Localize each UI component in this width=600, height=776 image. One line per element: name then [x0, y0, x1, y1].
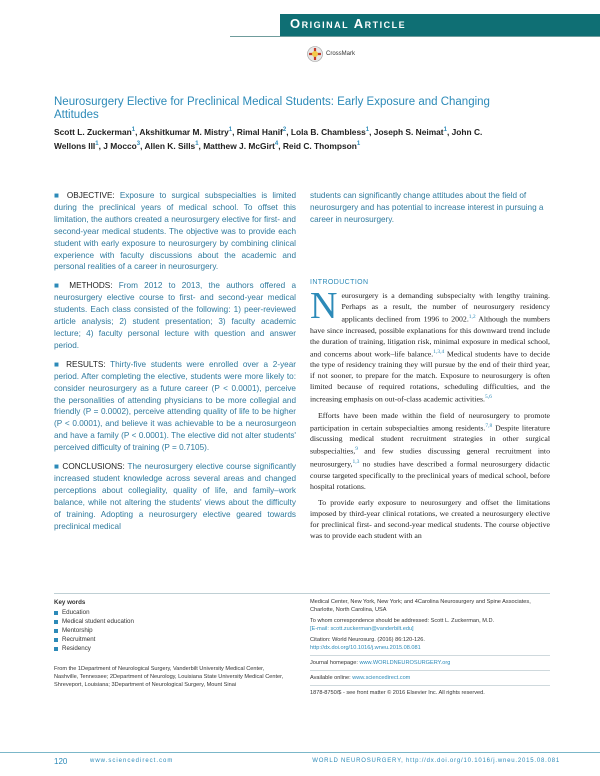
square-bullet-icon [54, 611, 58, 615]
footer-journal: WORLD NEUROSURGERY, http://dx.doi.org/10.1016/j.wneu.2015.08.081 [312, 758, 560, 764]
intro-paragraph [310, 285, 551, 405]
abstract [54, 190, 296, 539]
footnotes [310, 598, 550, 697]
author-name[interactable]: Matthew J. McGirt [203, 141, 275, 152]
intro-text: To provide early exposure to neurosurgery and offset the limitations imposed by third-year clinical rotations, we created a neurosurgery elective for preclinical first- and second-year medical students. The course objective was to provide each student with an [310, 497, 550, 540]
affiliation-marker: 1 [365, 127, 370, 133]
author-separator: , [135, 126, 140, 137]
intro-text: no studies have described a formal neurosurgery didactic course targeted specifically to the preclinical years of medical school, before hospital rotations. [310, 459, 550, 491]
crossmark-badge[interactable] [307, 44, 367, 64]
online-label: Available online: [310, 675, 351, 681]
affiliation-marker: 1 [443, 127, 447, 133]
footnote-rule [310, 655, 550, 656]
objective-text: Exposure to surgical subspecialties is limited during the preclinical years of medical school. To offset this limitation, the authors created a neurosurgery elective for first- and second-year medical students. The objective was to provide each student with early exposure to neurosurgery by combining clinical experience with faculty discussions about the academic and personal realities of a career in neurosurgery. [54, 191, 296, 272]
methods-text: From 2012 to 2013, the authors offered a neurosurgery elective course to first- and second-year medical students. Each class consisted of the following: 1) peer-reviewed article analysis; 2) student presentation; 3) faculty academic lecture; 4) faculty personal lecture with question and answer period. [54, 281, 296, 350]
abstract-objective [54, 190, 296, 273]
keyword-item [54, 626, 284, 635]
keyword-item [54, 617, 284, 626]
author-separator: , [286, 126, 291, 137]
results-text: Thirty-five students were enrolled over a 2-year period. After completing the elective, students were more likely to: consider neurosurgery as a future career (P < 0.0001), perceive the personalities of attending physicians to be more collegial and friendly (P = 0.0002), perceive attending quality of life to be higher (P < 0.0001), and believe it was achievable to be a neurosurgeon and have a family (P < 0.0001). The elective did not alter students' perceived difficulty of training (P = 0.7105). [54, 359, 296, 453]
keywords-title: Key words [54, 599, 86, 606]
affiliation-continued: Medical Center, New York, New York; and 4Carolina Neurosurgery and Spine Associates, Charlotte, North Carolina, USA [310, 599, 531, 613]
correspondence-email[interactable]: [E-mail: scott.zuckerman@vanderbilt.edu] [310, 626, 414, 632]
author-separator: , [198, 141, 204, 152]
affiliation-marker: 3 [136, 141, 141, 148]
intro-text: Medical students have to decide the type of residency training they will pursue by the end of their third year, if not sooner, to prepare for the match. Exposure to neurosurgery is often limited because of required rotations, scheduling difficulties, and the increasing emphasis on out-of-class academic activities. [310, 349, 550, 404]
keyword-item [54, 608, 284, 617]
affiliation-marker: 1 [131, 127, 136, 133]
article-title: Neurosurgery Elective for Preclinical Medical Students: Early Exposure and Changing Attitudes [54, 96, 490, 121]
citation-ref[interactable]: 1,3,4 [433, 348, 445, 355]
footer-site-link[interactable]: www.sciencedirect.com [90, 758, 174, 764]
conclusions-text: The neurosurgery elective course significantly increased student knowledge across several areas and changed perceptions about collegiality, quality of life, and family–work balance, while not altering the students' views about the difficulty of training. Adopting a neurosurgery elective geared towards preclinical medical [54, 462, 296, 531]
introduction-body [310, 285, 551, 546]
keyword-item [54, 635, 284, 644]
author-name[interactable]: Lola B. Chambless [290, 126, 366, 137]
bullet-icon: ■ [54, 281, 63, 291]
doi-link[interactable]: http://dx.doi.org/10.1016/j.wneu.2015.08.081 [310, 645, 421, 651]
author-name[interactable]: J Mocco [103, 141, 137, 152]
objective-label: OBJECTIVE: [66, 191, 115, 200]
section-divider [54, 593, 550, 594]
keyword-item [54, 644, 284, 653]
affiliation-marker: 2 [282, 127, 287, 133]
keyword-text: Mentorship [62, 627, 93, 634]
copyright: 1878-8750/$ - see front matter © 2016 Elsevier Inc. All rights reserved. [310, 690, 485, 696]
methods-label: METHODS: [69, 281, 113, 291]
author-name[interactable]: Scott L. Zuckerman [54, 126, 132, 137]
intro-text: Despite literature discussing medical student recruitment strategies in other surgical subspecialties, [310, 423, 550, 456]
results-label: RESULTS: [66, 359, 106, 369]
citation-ref[interactable]: 1,3 [352, 458, 360, 465]
author-separator: , [446, 126, 452, 137]
intro-paragraph [310, 497, 550, 541]
abstract-methods [54, 280, 296, 351]
square-bullet-icon [54, 620, 58, 624]
affiliation-marker: 1 [95, 141, 99, 148]
square-bullet-icon [54, 629, 58, 633]
introduction-heading: INTRODUCTION [310, 279, 369, 286]
online-link[interactable]: www.sciencedirect.com [352, 675, 411, 681]
citation-ref[interactable]: 7,8 [485, 422, 493, 429]
conclusions-continued: students can significantly change attitudes about the field of neurosurgery and has potential to increase interest in pursuing a career in neurosurgery. [310, 191, 544, 224]
citation-line: Citation: World Neurosurg. (2016) 86:120-126. [310, 637, 425, 643]
correspondence: To whom correspondence should be addressed: Scott L. Zuckerman, M.D. [310, 618, 495, 624]
section-label: Original Article [290, 16, 407, 31]
crossmark-label: CrossMark [326, 51, 356, 57]
footnote-rule [310, 685, 550, 686]
square-bullet-icon [54, 638, 58, 642]
affiliation-marker: 1 [195, 141, 199, 148]
intro-text: Although the numbers have since increased, possible explanations for this downward trend include the duration of training, litigation risk, minimal exposure in medical school, and concerns about work–life balance. [310, 314, 551, 359]
author-name[interactable]: Reid C. Thompson [282, 141, 357, 152]
author-name[interactable]: Allen K. Sills [144, 141, 196, 152]
bullet-icon: ■ [54, 191, 62, 200]
header-rule [230, 36, 600, 37]
keyword-text: Education [62, 609, 90, 616]
bullet-icon: ■ [54, 462, 60, 472]
author-separator: , [140, 141, 145, 152]
dropcap: N [310, 285, 338, 327]
author-separator: , [369, 126, 374, 137]
citation-ref[interactable]: 9 [355, 446, 359, 453]
author-separator: , [98, 141, 104, 152]
keyword-text: Residency [62, 645, 91, 652]
square-bullet-icon [54, 647, 58, 651]
bullet-icon: ■ [54, 359, 62, 369]
abstract-continuation [310, 190, 550, 226]
homepage-label: Journal homepage: [310, 660, 358, 666]
keywords-box [54, 598, 284, 653]
abstract-conclusions [54, 461, 296, 532]
author-list [54, 124, 514, 153]
author-separator: , [232, 126, 237, 137]
journal-homepage [310, 659, 550, 667]
keyword-text: Medical student education [62, 618, 134, 625]
author-name[interactable]: Rimal Hanif [236, 126, 283, 137]
intro-text: and few studies discussing general recruitment into neurosurgery, [310, 446, 550, 469]
footer-rule [0, 752, 600, 753]
author-name[interactable]: Joseph S. Neimat [373, 126, 444, 137]
citation-ref[interactable]: 1,2 [468, 314, 476, 320]
intro-paragraph [310, 410, 550, 492]
abstract-results [54, 359, 296, 454]
intro-text: eurosurgery is a demanding subspecialty with lengthy training. Perhaps as a result, the number of neurosurgery residency applicants declined from 1996 to 2002. [341, 291, 550, 324]
intro-text: Efforts have been made within the field of neurosurgery to promote participation in certain subspecialties among residents. [310, 410, 550, 433]
affiliation-marker: 1 [356, 141, 361, 148]
affiliation-marker: 4 [274, 141, 279, 148]
page-number: 120 [54, 757, 68, 766]
author-name[interactable]: Akshitkumar M. Mistry [139, 126, 229, 137]
author-name[interactable]: John C. Wellons III [54, 126, 483, 152]
homepage-link[interactable]: www.WORLDNEUROSURGERY.org [359, 660, 451, 666]
conclusions-label: CONCLUSIONS: [62, 462, 125, 472]
citation-ref[interactable]: 5,6 [484, 394, 492, 401]
affiliation-marker: 1 [228, 127, 233, 133]
author-separator: , [278, 141, 283, 152]
footnote-rule [310, 670, 550, 671]
affiliation-note: From the 1Department of Neurological Surgery, Vanderbilt University Medical Center, Nashville, Tennessee; 2Department of Neurology, Louisiana State University Medical Center, Shreveport, Louisiana; 3Department of Neurological Surgery, Mount Sinai [54, 666, 284, 688]
available-online [310, 674, 550, 682]
keyword-text: Recruitment [62, 636, 96, 643]
crossmark-icon [307, 46, 323, 62]
